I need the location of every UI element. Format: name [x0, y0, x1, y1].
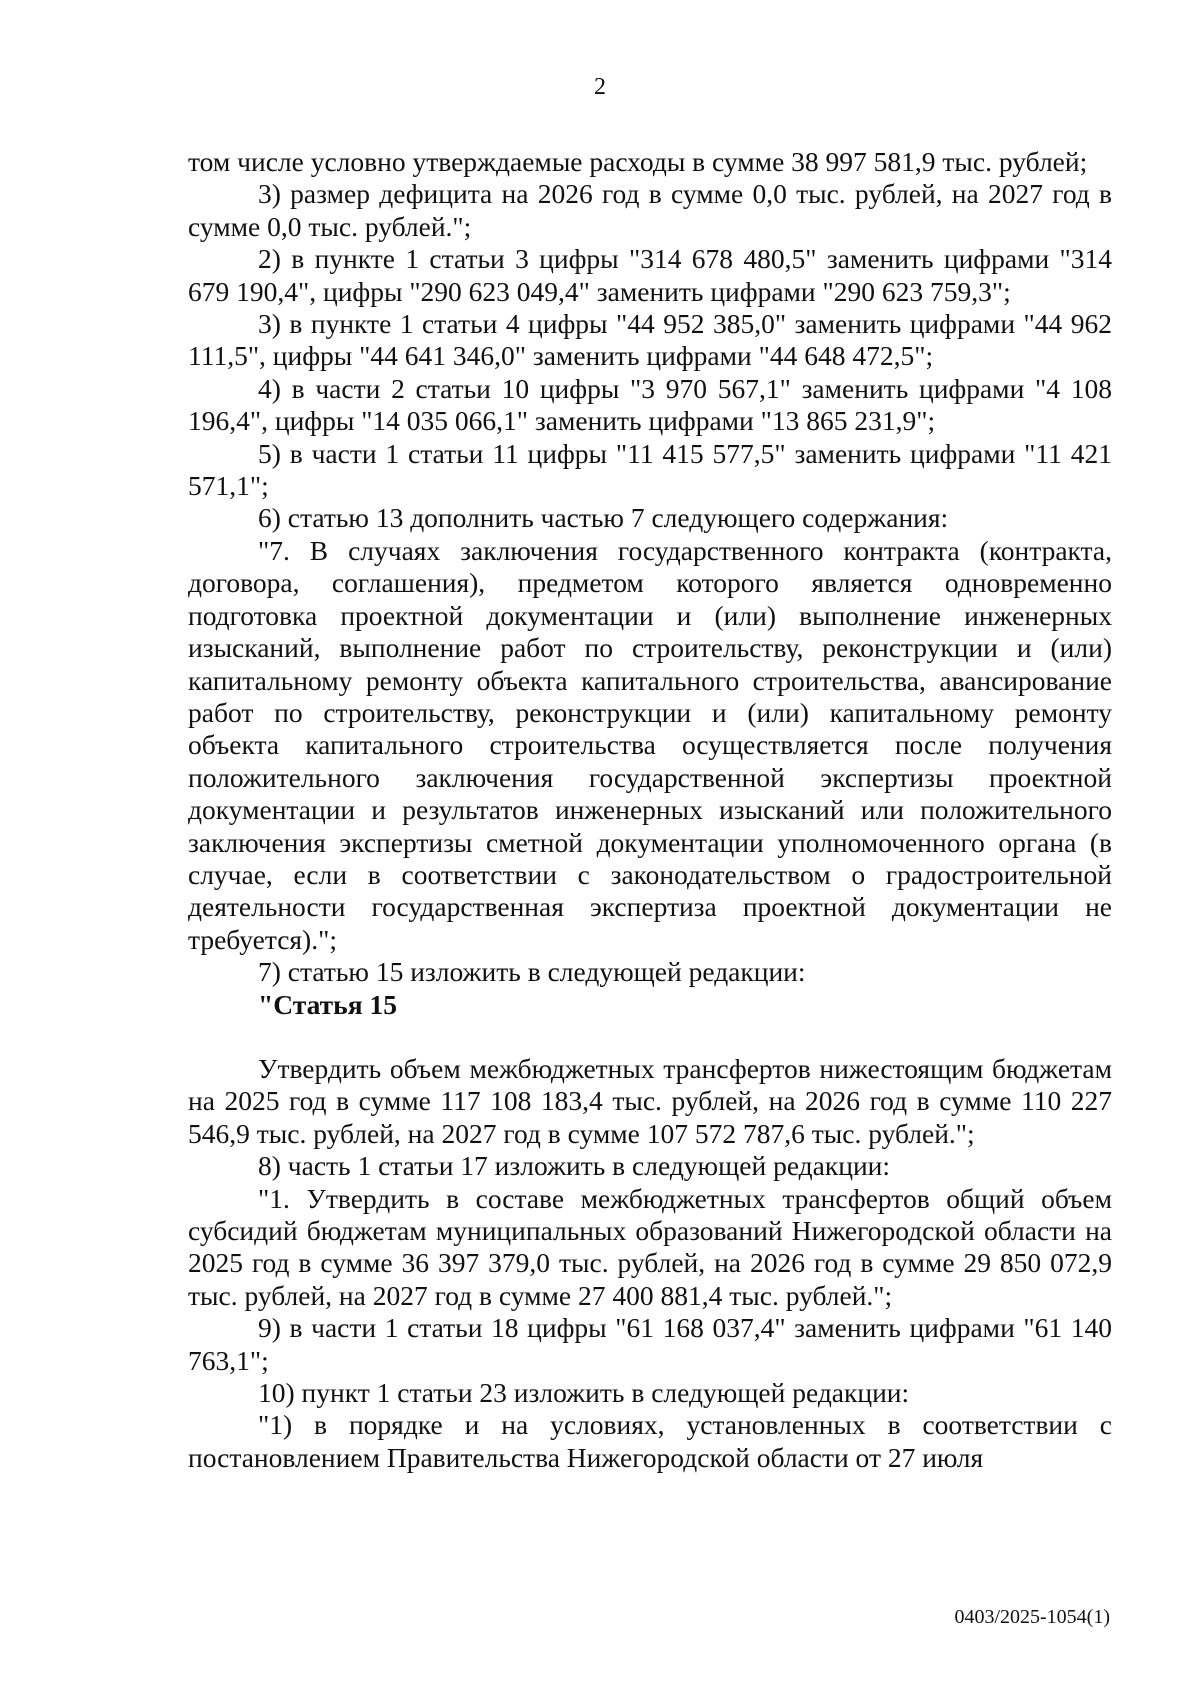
article-heading: "Статья 15 — [258, 988, 397, 1020]
paragraph: "7. В случаях заключения государственного контракта (контракта, договора, соглашения), предметом которого является одновременно подготовка проектной документации и (или) выполнение инженерных изысканий, выполнение работ по строительству, реконструкции и (или) капитальному ремонту объекта капитального строительства, авансирование работ по строительству, реконструкции и (или) капитальному ремонту объекта капитального строительства осуществляется после получения положительного заключения государственной экспертизы проектной документации и результатов инженерных изысканий или положительного заключения экспертизы сметной документации уполномоченного органа (в случае, если в соответствии с законодательством о градостроительной деятельности государственная экспертиза проектной документации не требуется)."; — [188, 534, 1112, 955]
paragraph: 6) статью 13 дополнить частью 7 следующего содержания: — [258, 502, 949, 534]
paragraph: 10) пункт 1 статьи 23 изложить в следующей редакции: — [258, 1377, 910, 1409]
page-number: 2 — [594, 74, 606, 100]
paragraph: 3) в пункте 1 статьи 4 цифры "44 952 385,0" заменить цифрами "44 962 111,5", цифры "44 641 346,0" заменить цифрами "44 648 472,5"; — [188, 308, 1112, 372]
paragraph: 9) в части 1 статьи 18 цифры "61 168 037,4" заменить цифрами "61 140 763,1"; — [188, 1312, 1112, 1376]
paragraph: 4) в части 2 статьи 10 цифры "3 970 567,1" заменить цифрами "4 108 196,4", цифры "14 035 066,1" заменить цифрами "13 865 231,9"; — [188, 372, 1112, 437]
paragraph: 3) размер дефицита на 2026 год в сумме 0,0 тыс. рублей, на 2027 год в сумме 0,0 тыс. рублей."; — [188, 178, 1112, 242]
paragraph: 7) статью 15 изложить в следующей редакции: — [258, 956, 806, 988]
paragraph: Утвердить объем межбюджетных трансфертов нижестоящим бюджетам на 2025 год в сумме 117 108 183,4 тыс. рублей, на 2026 год в сумме 110 227 546,9 тыс. рублей, на 2027 год в сумме 107 572 787,6 тыс. рублей."; — [188, 1052, 1112, 1149]
paragraph: "1. Утвердить в составе межбюджетных трансфертов общий объем субсидий бюджетам муниципальных образований Нижегородской области на 2025 год в сумме 36 397 379,0 тыс. рублей, на 2026 год в сумме 29 850 072,9 тыс. рублей, на 2027 год в сумме 27 400 881,4 тыс. рублей."; — [188, 1182, 1112, 1311]
paragraph: том числе условно утверждаемые расходы в сумме 38 997 581,9 тыс. рублей; — [188, 146, 1088, 177]
paragraph: "1) в порядке и на условиях, установленных в соответствии с постановлением Правительства Нижегородской области от 27 июля — [188, 1409, 1112, 1473]
document-body — [188, 146, 1112, 1474]
document-code: 0403/2025-1054(1) — [954, 1606, 1110, 1628]
paragraph: 5) в части 1 статьи 11 цифры "11 415 577,5" заменить цифрами "11 421 571,1"; — [188, 437, 1112, 502]
paragraph: 8) часть 1 статьи 17 изложить в следующей редакции: — [258, 1150, 891, 1182]
paragraph: 2) в пункте 1 статьи 3 цифры "314 678 480,5" заменить цифрами "314 679 190,4", цифры "290 623 049,4" заменить цифрами "290 623 759,3"; — [188, 243, 1112, 307]
